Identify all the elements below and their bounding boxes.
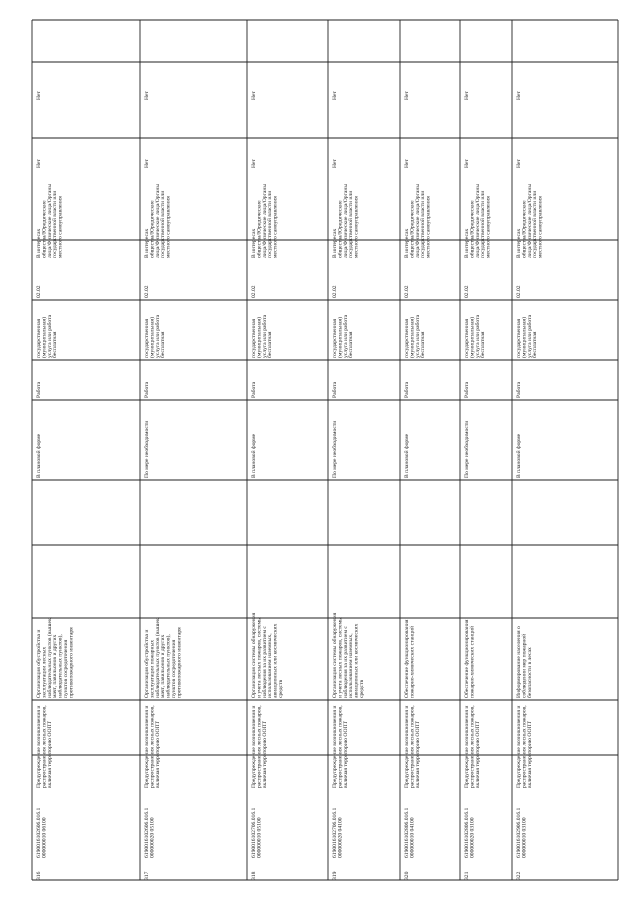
cell-paid: (муниципальная) [41,317,48,358]
cell-num: 322 [516,871,522,880]
cell-content: наблюдательных пунктов), [165,634,172,698]
cell-name: включая территорию ООПТ [526,721,533,788]
cell-lic: Нет [251,159,257,168]
cell-consumers: местного самоуправления [272,196,279,258]
cell-okved: 02.02 [36,285,42,298]
cell-consumers: общества/Юридические [469,200,476,258]
cell-consumers: государственной власти или [160,190,167,258]
cell-reg: Нет [251,91,257,100]
cell-name: включая территорию ООПТ [154,721,161,788]
cell-name: Предупреждение возникновения и [144,705,150,788]
cell-form: По мере необходимости [464,420,470,478]
cell-code: 000000010 05100 [256,817,263,858]
cell-content: авиационных или космических [353,623,360,698]
cell-reg: Нет [404,91,410,100]
cell-consumers: государственной власти или [480,190,487,258]
cell-content: наблюдательных пунктов (вышек, [154,616,161,698]
cell-paid: государственная [516,318,522,358]
cell-form: В плановой форме [404,433,410,478]
cell-code: 000000020 03100 [469,817,476,858]
cell-num: 316 [36,871,42,880]
cell-consumers: общества/Юридические [409,200,416,258]
cell-content: средств [359,679,365,698]
cell-content: и учета лесных пожаров, системы [256,617,263,698]
cell-content: пунктов сосредоточения [63,639,69,698]
cell-paid: услуга или работа [46,314,53,358]
cell-consumers: государственной власти или [52,190,59,258]
cell-name: распространения лесных пожаров, [469,705,476,788]
cell-paid: государственная [332,318,338,358]
cell-paid: государственная [464,318,470,358]
cell-reg: Нет [516,91,522,100]
cell-code: 6190016102606.016.1 [36,807,42,858]
cell-content: пожарно-химических станций [409,625,416,698]
cell-name: распространения лесных пожаров, [149,705,156,788]
cell-paid: бесплатная [532,331,539,358]
cell-content: Информирование населения о [516,626,522,698]
cell-paid: (муниципальная) [337,317,344,358]
cell-consumers: местного самоуправления [425,196,432,258]
cell-consumers: лица/Физические лица/Органы [46,183,53,258]
cell-paid: государственная [404,318,410,358]
cell-consumers: государственной власти или [348,190,355,258]
cell-paid: услуга или работа [474,314,481,358]
cell-content: авиационных или космических [272,623,279,698]
cell-code: 000000010 04100 [409,817,416,858]
cell-lic: Нет [404,159,410,168]
cell-consumers: лица/Физические лица/Органы [261,183,268,258]
cell-content: мачт, павильонов и других [160,634,167,698]
cell-consumers: В интересах [36,228,42,258]
cell-form: В плановой форме [36,433,42,478]
cell-lic: Нет [516,159,522,168]
cell-okved: 02.02 [144,285,150,298]
cell-code: 000000020 05100 [149,817,156,858]
cell-name: распространения лесных пожаров, [41,705,48,788]
cell-content: пожарно-химических станций [469,625,476,698]
cell-name: Предупреждение возникновения и [251,705,257,788]
cell-name: Предупреждение возникновения и [332,705,338,788]
cell-type: Работа [516,381,522,398]
cell-content: средств [278,679,284,698]
cell-num: 321 [464,871,470,880]
cell-paid: (муниципальная) [469,317,476,358]
cell-consumers: местного самоуправления [57,196,64,258]
cell-consumers: лица/Физические лица/Органы [414,183,421,258]
cell-num: 318 [251,871,257,880]
cell-content: наблюдения за их развитием с [342,626,349,698]
cell-form: В плановой форме [251,433,257,478]
cell-code: 6190016102606.016.1 [144,807,150,858]
cell-content: использованием наземных, [348,633,355,698]
cell-paid: услуга или работа [154,314,161,358]
cell-code: 6190016102806.016.1 [464,807,470,858]
cell-paid: (муниципальная) [149,317,156,358]
cell-content: противопожарного инвентаря [68,627,75,698]
cell-content: Обеспечение функционирования [464,619,470,698]
cell-consumers: государственной власти или [267,190,274,258]
cell-type: Работа [404,381,410,398]
cell-paid: бесплатная [348,331,355,358]
cell-content: эксплуатации пожарных [149,639,156,698]
cell-consumers: общества/Юридические [521,200,528,258]
cell-code: 000000010 06100 [41,817,48,858]
cell-consumers: общества/Юридические [41,200,48,258]
cell-content: наблюдательных пунктов (вышек, [46,616,53,698]
cell-num: 317 [144,871,150,880]
cell-content: наблюдательных пунктов), [57,634,64,698]
cell-content: Организация обустройства и [144,629,150,698]
cell-content: Обеспечение функционирования [404,619,410,698]
cell-paid: услуга или работа [342,314,349,358]
cell-consumers: государственной власти или [532,190,539,258]
cell-lic: Нет [464,159,470,168]
cell-type: Работа [36,381,42,398]
cell-consumers: государственной власти или [420,190,427,258]
cell-paid: государственная [144,318,150,358]
cell-form: По мере необходимости [332,420,338,478]
cell-consumers: местного самоуправления [537,196,544,258]
cell-paid: (муниципальная) [521,317,528,358]
cell-content: Организация системы обнаружения [251,612,257,698]
cell-paid: государственная [251,318,257,358]
cell-content: противопожарного инвентаря [176,627,183,698]
cell-code: 000000010 03100 [521,817,528,858]
cell-reg: Нет [36,91,42,100]
cell-content: Организация системы обнаружения [332,612,338,698]
cell-okved: 02.02 [404,285,410,298]
cell-consumers: лица/Физические лица/Органы [474,183,481,258]
cell-name: Предупреждение возникновения и [464,705,470,788]
cell-lic: Нет [144,159,150,168]
cell-content: использованием наземных, [267,633,274,698]
cell-name: распространения лесных пожаров, [337,705,344,788]
cell-consumers: лица/Физические лица/Органы [526,183,533,258]
cell-content: эксплуатации лесных [41,646,48,698]
cell-paid: (муниципальная) [256,317,263,358]
cell-name: включая территорию ООПТ [46,721,53,788]
cell-reg: Нет [464,91,470,100]
cell-content: и учета лесных пожаров, системы [337,617,344,698]
cell-content: соблюдении мер пожарной [521,633,528,698]
cell-name: включая территорию ООПТ [414,721,421,788]
cell-type: Работа [332,381,338,398]
cell-paid: бесплатная [420,331,427,358]
cell-name: Предупреждение возникновения и [516,705,522,788]
cell-consumers: В интересах [516,228,522,258]
cell-okved: 02.02 [332,285,338,298]
cell-consumers: лица/Физические лица/Органы [154,183,161,258]
cell-reg: Нет [332,91,338,100]
cell-paid: бесплатная [267,331,274,358]
cell-content: безопасности в лесах [526,647,533,698]
cell-consumers: В интересах [251,228,257,258]
cell-consumers: общества/Юридические [256,200,263,258]
cell-consumers: местного самоуправления [485,196,492,258]
cell-consumers: В интересах [404,228,410,258]
cell-type: Работа [251,381,257,398]
cell-consumers: местного самоуправления [353,196,360,258]
cell-num: 320 [404,871,410,880]
cell-type: Работа [144,381,150,398]
cell-code: 6190016102906.016.1 [516,807,522,858]
cell-name: распространения лесных пожаров, [409,705,416,788]
cell-consumers: В интересах [144,228,150,258]
cell-code: 000000020 04100 [337,817,344,858]
cell-reg: Нет [144,91,150,100]
cell-name: включая территорию ООПТ [474,721,481,788]
cell-code: 6190016102706.016.1 [251,807,257,858]
cell-form: По мере необходимости [144,420,150,478]
cell-consumers: лица/Физические лица/Органы [342,183,349,258]
cell-name: распространения лесных пожаров, [256,705,263,788]
cell-code: 6190016102706.016.1 [332,807,338,858]
cell-lic: Нет [36,159,42,168]
cell-code: 6190016102806.016.1 [404,807,410,858]
cell-content: наблюдения за их развитием с [261,626,268,698]
cell-content: Организация обустройства и [36,629,42,698]
cell-paid: (муниципальная) [409,317,416,358]
cell-consumers: общества/Юридические [149,200,156,258]
cell-okved: 02.02 [516,285,522,298]
cell-paid: услуга или работа [414,314,421,358]
cell-paid: бесплатная [52,331,59,358]
cell-content: мачт, павильонов и других [52,634,59,698]
cell-paid: услуга или работа [261,314,268,358]
cell-consumers: В интересах [332,228,338,258]
cell-consumers: В интересах [464,228,470,258]
cell-form: В плановой форме [516,433,522,478]
cell-type: Работа [464,381,470,398]
cell-paid: бесплатная [480,331,487,358]
cell-content: пунктов сосредоточения [171,639,177,698]
cell-name: включая территорию ООПТ [261,721,268,788]
cell-consumers: местного самоуправления [165,196,172,258]
cell-paid: бесплатная [160,331,167,358]
cell-num: 319 [332,871,338,880]
cell-okved: 02.02 [251,285,257,298]
cell-paid: государственная [36,318,42,358]
cell-paid: услуга или работа [526,314,533,358]
cell-name: Предупреждение возникновения и [404,705,410,788]
cell-lic: Нет [332,159,338,168]
cell-name: Предупреждение возникновения и [36,705,42,788]
cell-consumers: общества/Юридические [337,200,344,258]
cell-name: распространения лесных пожаров, [521,705,528,788]
cell-okved: 02.02 [464,285,470,298]
cell-name: включая территорию ООПТ [342,721,349,788]
